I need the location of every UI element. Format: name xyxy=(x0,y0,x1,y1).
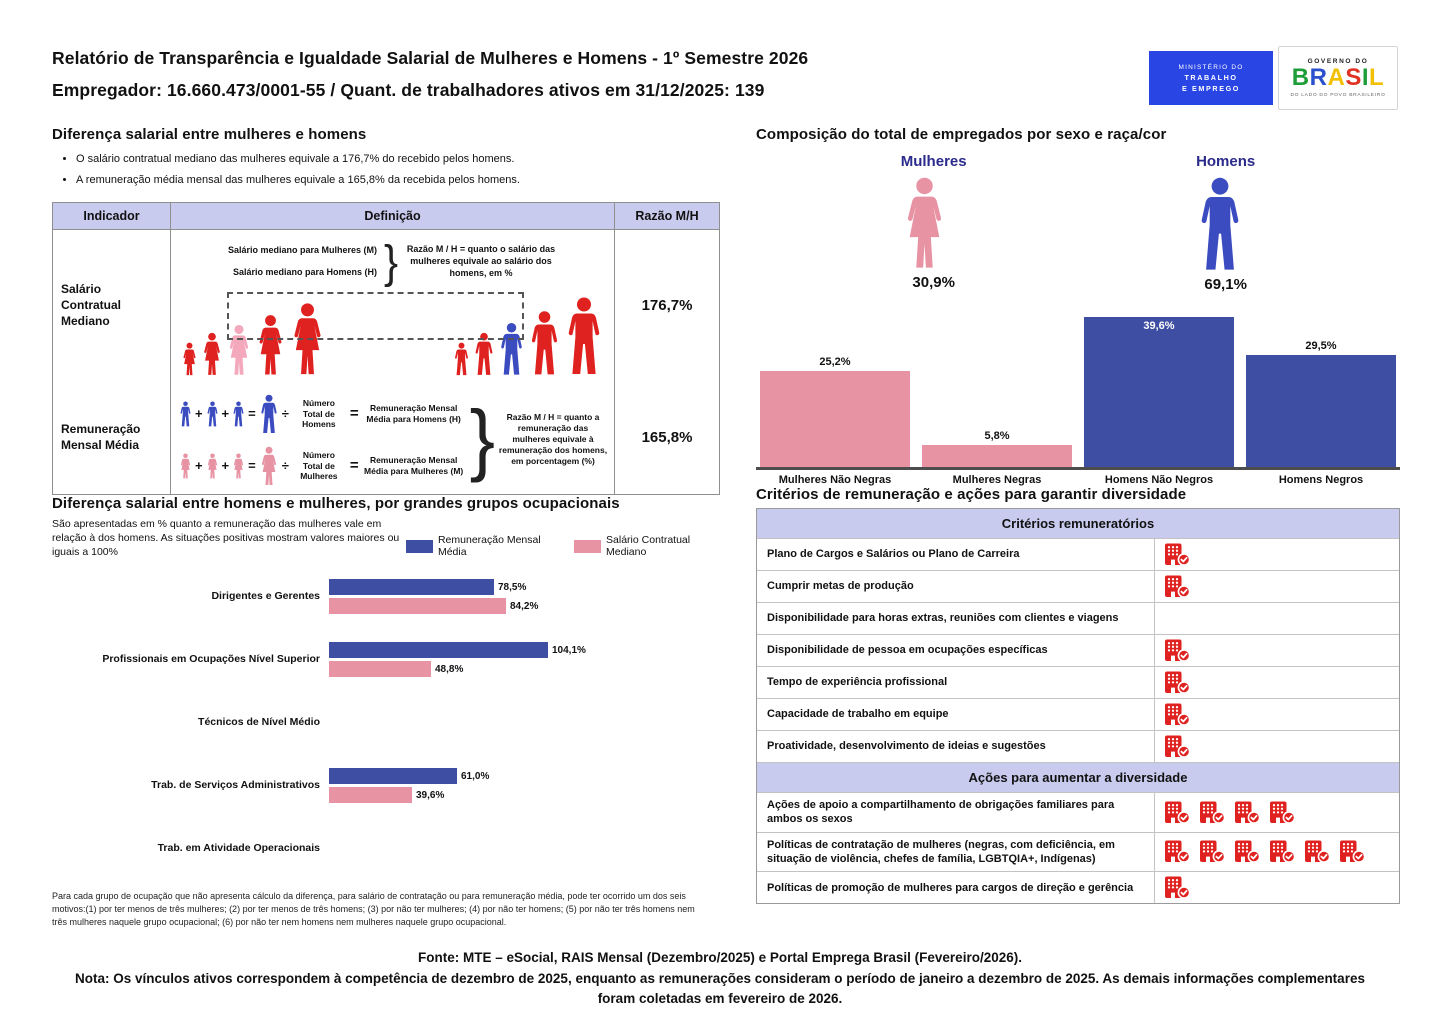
occupation-bar-value: 61,0% xyxy=(461,770,490,782)
criteria-icons xyxy=(1155,635,1399,666)
indicator-median-label: Salário Contratual Mediano xyxy=(53,230,171,382)
brace-glyph: } xyxy=(384,235,399,288)
occupation-row xyxy=(52,691,720,754)
company-check-icon xyxy=(1164,574,1191,599)
brace-glyph: } xyxy=(469,394,495,484)
median-ratio-value: 176,7% xyxy=(641,297,693,315)
occupation-bar-line xyxy=(329,642,720,659)
composition-bar xyxy=(922,445,1072,467)
legend-label: Remuneração Mensal Média xyxy=(437,534,541,559)
mean-ratio-value: 165,8% xyxy=(641,429,693,447)
occupation-category-label: Trab. em Atividade Operacionais xyxy=(157,842,320,855)
man-icon xyxy=(259,394,279,434)
criteria-label: Políticas de promoção de mulheres para cargos de direção e gerência xyxy=(757,872,1155,903)
remuneration-criteria-row xyxy=(757,666,1399,698)
brasil-letter: I xyxy=(1361,64,1370,92)
plus-operator: + xyxy=(194,458,203,474)
remuneration-criteria-row xyxy=(757,730,1399,762)
occupation-title: Diferença salarial entre homens e mulheres, por grandes grupos ocupacionais xyxy=(52,494,620,512)
occupation-row xyxy=(52,754,720,817)
occupation-bar-line xyxy=(329,579,720,596)
criteria-label: Proatividade, desenvolvimento de ideias e sugestões xyxy=(757,731,1155,762)
ministry-logo xyxy=(1149,51,1273,105)
man-icon xyxy=(453,342,470,376)
criteria-icons xyxy=(1155,872,1399,903)
mean-formula-rows xyxy=(177,394,467,486)
occupation-row xyxy=(52,817,720,880)
ministry-logo-line: TRABALHO xyxy=(1184,72,1238,82)
median-highlight-box xyxy=(227,292,524,340)
legend-item xyxy=(574,534,720,558)
remuneration-criteria-row xyxy=(757,538,1399,570)
diversity-action-row xyxy=(757,871,1399,903)
composition-title: Composição do total de empregados por sexo e raça/cor xyxy=(756,126,1167,143)
median-diagram xyxy=(175,286,610,380)
salary-gap-bullet: • O salário contratual mediano das mulheres equivale a 176,7% do recebido pelos homens. xyxy=(76,149,720,170)
men-summary xyxy=(1196,153,1255,293)
plus-operator: + xyxy=(221,458,230,474)
equals-operator: = xyxy=(248,458,256,474)
legend-swatch xyxy=(574,540,601,553)
occupation-bar-group xyxy=(329,768,720,804)
occupation-bar xyxy=(329,642,548,658)
salary-gap-title: Diferença salarial entre mulheres e homens xyxy=(52,126,367,143)
man-icon xyxy=(528,310,561,376)
criteria-title: Critérios de remuneração e ações para garantir diversidade xyxy=(756,486,1187,503)
ministry-logo-line: MINISTÉRIO DO xyxy=(1178,63,1244,71)
women-summary-label: Mulheres xyxy=(900,153,967,170)
composition-bar xyxy=(1246,355,1396,467)
occupation-bar-value: 84,2% xyxy=(510,600,539,612)
company-check-icon xyxy=(1304,839,1331,864)
indicator-mean-label: Remuneração Mensal Média xyxy=(53,382,171,494)
table-header-definicao: Definição xyxy=(171,203,615,230)
man-icon xyxy=(564,296,604,376)
company-check-icon xyxy=(1164,670,1191,695)
report-title: Relatório de Transparência e Igualdade Salarial de Mulheres e Homens - 1º Semestre 2026 xyxy=(52,48,809,68)
occupation-bar-value: 104,1% xyxy=(552,644,586,656)
occupation-category-label: Técnicos de Nível Médio xyxy=(198,716,320,729)
occupation-category-label: Trab. de Serviços Administrativos xyxy=(151,779,320,792)
composition-bar-column xyxy=(1246,340,1396,467)
criteria-icons xyxy=(1155,699,1399,730)
woman-icon xyxy=(179,453,192,479)
company-check-icon xyxy=(1199,839,1226,864)
composition-category-label: Homens Negros xyxy=(1278,474,1364,486)
salary-gap-bullets xyxy=(76,149,720,192)
equals-operator: = xyxy=(349,457,359,475)
left-column xyxy=(52,126,720,928)
formula-divisor: Número Total de Homens xyxy=(302,397,336,430)
diversity-action-row xyxy=(757,832,1399,872)
criteria-label: Cumprir metas de produção xyxy=(757,571,1155,602)
composition-bar xyxy=(1084,317,1234,467)
company-check-icon xyxy=(1164,638,1191,663)
company-check-icon xyxy=(1164,839,1191,864)
composition-bar xyxy=(760,371,910,467)
woman-icon xyxy=(259,446,279,486)
composition-categories xyxy=(756,474,1400,486)
remuneration-criteria-row xyxy=(757,570,1399,602)
table-header-indicador: Indicador xyxy=(53,203,171,230)
criteria-icons xyxy=(1155,731,1399,762)
composition-bar-value: 25,2% xyxy=(819,356,851,368)
occupation-legend xyxy=(406,534,720,558)
woman-icon xyxy=(201,332,223,376)
mean-formula xyxy=(175,386,610,492)
occupation-bar xyxy=(329,661,431,677)
women-summary xyxy=(901,153,967,293)
median-definition-cell xyxy=(171,230,615,382)
mean-formula-row xyxy=(177,394,467,434)
legend-item xyxy=(406,534,558,558)
company-check-icon xyxy=(1164,542,1191,567)
criteria-label: Plano de Cargos e Salários ou Plano de Carreira xyxy=(757,539,1155,570)
footer-note: Nota: Os vínculos ativos correspondem à competência de dezembro de 2025, enquanto as remunerações consideram o período de janeiro a dezembro de 2025. As demais informações complementares foram coletadas em fevereiro de 2026. xyxy=(75,970,1365,1006)
plus-operator: + xyxy=(221,406,230,422)
median-definition-header xyxy=(175,235,610,288)
brasil-wordmark xyxy=(1279,65,1397,90)
company-check-icon xyxy=(1164,875,1191,900)
occupation-category-label: Profissionais em Ocupações Nível Superior xyxy=(102,653,320,666)
man-icon xyxy=(179,401,192,427)
criteria-label: Políticas de contratação de mulheres (negras, com deficiência, em situação de violência, chefes de família, LGBTQIA+, Indígenas) xyxy=(757,833,1155,872)
composition-bar-value: 39,6% xyxy=(1143,320,1175,332)
footer-source: Fonte: MTE – eSocial, RAIS Mensal (Dezembro/2025) e Portal Emprega Brasil (Fevereiro/2026). xyxy=(418,950,1022,966)
criteria-icons xyxy=(1155,603,1399,634)
brasil-letter: R xyxy=(1309,64,1328,92)
composition-bar-value: 5,8% xyxy=(984,430,1010,442)
criteria-icons xyxy=(1155,793,1399,832)
composition-bars xyxy=(756,297,1400,470)
occupation-bar-line xyxy=(329,768,720,785)
occupation-bar-value: 48,8% xyxy=(435,663,464,675)
divide-operator: ÷ xyxy=(281,458,289,474)
remuneration-criteria-row xyxy=(757,634,1399,666)
composition-chart xyxy=(756,297,1400,486)
company-check-icon xyxy=(1339,839,1366,864)
occupation-bar xyxy=(329,598,506,614)
gov-logo-top-text: GOVERNO DO xyxy=(1307,58,1369,66)
occupation-bar xyxy=(329,787,412,803)
man-figure xyxy=(1196,176,1255,272)
criteria-label: Ações de apoio a compartilhamento de obrigações familiares para ambos os sexos xyxy=(757,793,1155,832)
mean-formula-row xyxy=(177,446,467,486)
composition-bar-value: 29,5% xyxy=(1305,340,1337,352)
gov-logo-slogan: DO LADO DO POVO BRASILEIRO xyxy=(1290,92,1386,98)
remuneration-criteria-row xyxy=(757,602,1399,634)
remuneration-criteria-header: Critérios remuneratórios xyxy=(757,509,1399,538)
occupation-row xyxy=(52,628,720,691)
occupation-bar-value: 39,6% xyxy=(416,789,445,801)
median-line-men: Salário mediano para Homens (H) xyxy=(232,266,377,277)
company-check-icon xyxy=(1164,800,1191,825)
brasil-letter: B xyxy=(1291,64,1310,92)
criteria-icons xyxy=(1155,571,1399,602)
table-header-razao: Razão M/H xyxy=(615,203,719,230)
diversity-action-row xyxy=(757,792,1399,832)
occupation-bar-value: 78,5% xyxy=(498,581,527,593)
header xyxy=(52,42,808,106)
plus-operator: + xyxy=(194,406,203,422)
woman-icon xyxy=(901,176,948,270)
right-column xyxy=(756,126,1400,904)
criteria-label: Capacidade de trabalho em equipe xyxy=(757,699,1155,730)
remuneration-criteria-rows xyxy=(757,538,1399,762)
composition-category-label: Mulheres Não Negras xyxy=(778,474,892,486)
man-icon xyxy=(1196,176,1244,272)
occupation-category-label: Dirigentes e Gerentes xyxy=(211,590,320,603)
remuneration-criteria-row xyxy=(757,698,1399,730)
indicator-table xyxy=(52,202,720,495)
men-summary-pct: 69,1% xyxy=(1204,276,1247,293)
occupation-row xyxy=(52,565,720,628)
brasil-letter: A xyxy=(1327,64,1346,92)
criteria-icons xyxy=(1155,539,1399,570)
composition-category-label: Homens Não Negros xyxy=(1104,474,1214,486)
brasil-letter: S xyxy=(1345,64,1362,92)
header-logos xyxy=(1149,46,1398,110)
criteria-table xyxy=(756,508,1400,904)
woman-icon xyxy=(232,453,245,479)
legend-swatch xyxy=(406,540,433,553)
occupation-footnote: Para cada grupo de ocupação que não apresenta cálculo da diferença, para salário de contratação ou para remuneração média, pode ter ocorrido um dos seis motivos:(1) por ter menos de três mulheres; (2) por ter menos de três homens; (3) por não ter mulheres; (4) por não ter homens; (5) por não ter três homens nem três mulheres naquele grupo ocupacional; (6) por não ter nem homens nem mulheres naquele grupo ocupacional. xyxy=(52,891,695,927)
criteria-label: Tempo de experiência profissional xyxy=(757,667,1155,698)
company-check-icon xyxy=(1234,800,1261,825)
equals-operator: = xyxy=(349,405,359,423)
occupation-bar xyxy=(329,579,494,595)
criteria-icons xyxy=(1155,833,1399,872)
criteria-icons xyxy=(1155,667,1399,698)
median-ratio-note: Razão M / H = quanto o salário das mulheres equivale ao salário dos homens, em % xyxy=(406,244,556,278)
occupation-bar xyxy=(329,768,457,784)
ministry-logo-line: E EMPREGO xyxy=(1182,83,1240,93)
occupation-bar-group xyxy=(329,579,720,615)
company-check-icon xyxy=(1199,800,1226,825)
composition-summary xyxy=(756,153,1400,293)
company-check-icon xyxy=(1164,702,1191,727)
salary-gap-bullet: • A remuneração média mensal das mulheres equivale a 165,8% da recebida pelos homens. xyxy=(76,170,720,191)
diversity-actions-rows xyxy=(757,792,1399,903)
diversity-actions-header: Ações para aumentar a diversidade xyxy=(757,762,1399,792)
report-footer xyxy=(0,948,1440,1009)
woman-icon xyxy=(206,453,219,479)
company-check-icon xyxy=(1269,800,1296,825)
company-check-icon xyxy=(1234,839,1261,864)
occupation-bar-line xyxy=(329,787,720,804)
equals-operator: = xyxy=(248,406,256,422)
man-icon xyxy=(232,401,245,427)
brasil-letter: L xyxy=(1369,64,1385,92)
composition-bar-column xyxy=(922,430,1072,467)
criteria-label: Disponibilidade de pessoa em ocupações específicas xyxy=(757,635,1155,666)
occupation-bar-group xyxy=(329,642,720,678)
composition-bar-column xyxy=(760,356,910,467)
men-summary-label: Homens xyxy=(1196,153,1256,170)
formula-divisor: Número Total de Mulheres xyxy=(300,449,338,482)
woman-figure xyxy=(901,176,967,270)
criteria-label: Disponibilidade para horas extras, reuniões com clientes e viagens xyxy=(757,603,1155,634)
report-subtitle: Empregador: 16.660.473/0001-55 / Quant. de trabalhadores ativos em 31/12/2025: 139 xyxy=(52,80,765,100)
occupation-chart-header xyxy=(52,517,720,560)
formula-result: Remuneração Mensal Média para Mulheres (M) xyxy=(364,455,464,476)
median-definition-lines xyxy=(228,240,377,283)
occupation-bar-line xyxy=(329,661,720,678)
man-icon xyxy=(206,401,219,427)
mean-definition-cell xyxy=(171,382,615,494)
gov-brasil-logo xyxy=(1278,46,1398,110)
woman-icon xyxy=(181,342,198,376)
women-summary-pct: 30,9% xyxy=(912,274,955,291)
occupation-bar-line xyxy=(329,598,720,615)
composition-bar-column xyxy=(1084,317,1234,467)
mean-ratio-note: Razão M / H = quanto a remuneração das mulheres equivale à remuneração dos homens, em porcentagem (%) xyxy=(498,412,608,467)
median-line-women: Salário mediano para Mulheres (M) xyxy=(227,245,377,256)
legend-label: Salário Contratual Mediano xyxy=(606,534,691,559)
occupation-chart xyxy=(52,565,720,880)
company-check-icon xyxy=(1164,734,1191,759)
composition-category-label: Mulheres Negras xyxy=(952,474,1042,486)
divide-operator: ÷ xyxy=(281,406,289,422)
occupation-subtitle: São apresentadas em % quanto a remuneração das mulheres vale em relação à dos homens. As situações positivas mostram valores maiores ou iguais a 100% xyxy=(52,517,400,559)
company-check-icon xyxy=(1269,839,1296,864)
formula-result: Remuneração Mensal Média para Homens (H) xyxy=(366,403,461,424)
